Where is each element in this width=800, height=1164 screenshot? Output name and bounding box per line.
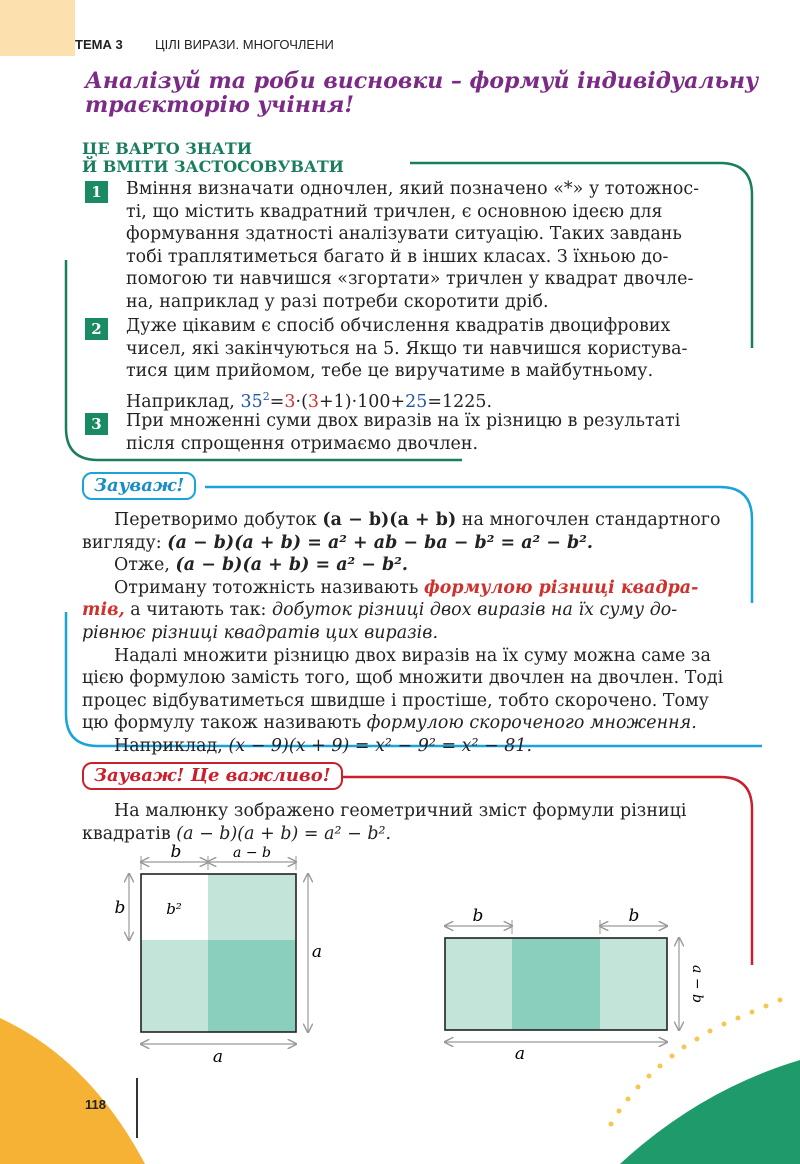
label-top-b: b xyxy=(170,842,182,862)
label-rect-bottom-a: a xyxy=(514,1044,526,1064)
label-rect-b-left: b xyxy=(472,906,484,926)
label-left-b: b xyxy=(114,898,126,918)
note1-label: Зауваж! xyxy=(82,472,196,500)
heading-line-1: Аналізуй та роби висновки – формуй індивідуальну xyxy=(85,68,759,94)
label-rect-a-minus-b: a − b xyxy=(689,965,705,1003)
footer-divider xyxy=(136,1078,138,1138)
item-1-text: Вміння визначати одночлен, який позначено «*» у тотожнос- ті, що містить квадратний тричлен, є основною ідеєю для формування здатності аналізувати ситуацію. Таких завдань тобі траплятиметься багато й в інших класах. З їхньою до- помогою ти навчишся «згортати» тричлен у квадрат двочле- на, наприклад у разі потреби скоротити дріб. xyxy=(126,179,700,312)
page-number: 118 xyxy=(85,1097,106,1112)
square-figure xyxy=(115,842,323,1067)
item-3-text: При множенні суми двох виразів на їх різницю в результаті після спрощення отримаємо двочлен. xyxy=(126,411,681,454)
square-bottom-left-region xyxy=(141,940,208,1032)
worth-title-2: Й ВМІТИ ЗАСТОСОВУВАТИ xyxy=(82,157,344,176)
rect-middle-region xyxy=(512,938,600,1030)
note2-label: Зауваж! Це важливо! xyxy=(82,762,343,790)
item-3-number: 3 xyxy=(85,413,108,435)
square-bottom-right-region xyxy=(208,940,296,1032)
label-top-a-minus-b: a − b xyxy=(233,845,271,861)
rectangle-figure xyxy=(445,906,705,1064)
item-2-number: 2 xyxy=(85,318,108,340)
rect-left-region xyxy=(445,938,512,1030)
square-top-right-region xyxy=(208,874,296,940)
label-b-squared: b² xyxy=(166,900,182,918)
chapter-title: ЦІЛІ ВИРАЗИ. МНОГОЧЛЕНИ xyxy=(155,37,334,52)
label-rect-b-right: b xyxy=(628,906,640,926)
label-right-a: a xyxy=(311,942,323,962)
heading-line-2: траєкторію учіння! xyxy=(85,92,355,118)
label-bottom-a: a xyxy=(212,1047,224,1067)
example-35: Наприклад, $35^2=3\cdot(3+1)\cdot 100+25=1225$. xyxy=(126,389,493,412)
worth-title-1: ЦЕ ВАРТО ЗНАТИ xyxy=(82,139,252,158)
theme-number: ТЕМА 3 xyxy=(75,37,123,52)
note2-text: На малюнку зображено геометричний зміст формули різниці квадратів (a − b)(a + b) = a² − b². xyxy=(82,801,687,844)
item-2-text: Дуже цікавим є спосіб обчислення квадратів двоцифрових чисел, які закінчуються на 5. Якщо ти навчишся користува- тися цим прийомом, тебе це виручатиме в майбутньому. Наприклад, $35^2=3\cdot(3+1)\cdot 100+25=1225$. xyxy=(126,315,746,413)
item-1-number: 1 xyxy=(85,181,108,203)
note1-text: Перетворимо добуток (a − b)(a + b) на многочлен стандартного вигляду: (a − b)(a + b) = a² + ab − ba − b² = a² − b². Отже, (a − b)(a + b) = a² − b². Отриману тотожність називають формулою різниці квадра- тів, а читають так: добуток різниці двох виразів на їх суму до- рівнює різниці квадратів цих виразів. Надалі множити різницю двох виразів на їх суму можна саме за цією формулою замість того, щоб множити двочлен на двочлен. Тоді процес відбуватиметься швидше і простіше, тобто скорочено. Тому цю формулу також називають формулою скороченого множення. Наприклад, (x − 9)(x + 9) = x² − 9² = x² − 81. xyxy=(82,510,724,756)
rect-right-region xyxy=(600,938,667,1030)
